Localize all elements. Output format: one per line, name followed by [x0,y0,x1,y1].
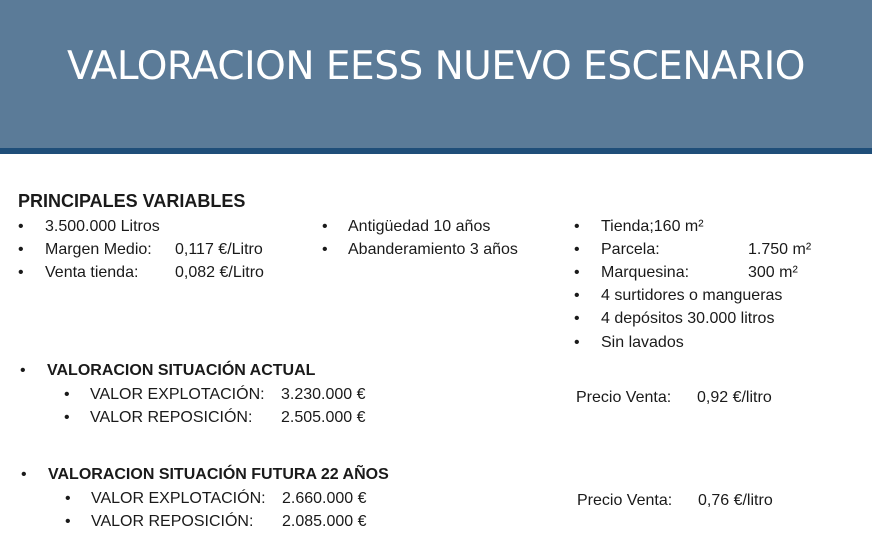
variable-margen-value: 0,117 €/Litro [175,241,263,258]
futura-precio-value: 0,76 €/litro [698,492,773,509]
variable-abanderamiento: Abanderamiento 3 años [348,241,518,258]
bullet-icon: • [322,241,328,258]
bullet-icon: • [574,287,580,304]
bullet-icon: • [574,218,580,235]
banner-underline [0,148,872,154]
variable-depositos: 4 depósitos 30.000 litros [601,310,775,327]
bullet-icon: • [574,264,580,281]
actual-precio-label: Precio Venta: [576,389,672,406]
bullet-icon: • [64,386,70,403]
bullet-icon: • [65,490,71,507]
bullet-icon: • [18,264,24,281]
bullet-icon: • [574,241,580,258]
variable-tienda: Tienda;160 m² [601,218,704,235]
variable-margen-label: Margen Medio: [45,241,152,258]
futura-explotacion-value: 2.660.000 € [282,490,367,507]
futura-reposicion-value: 2.085.000 € [282,513,367,530]
variable-marquesina-value: 300 m² [748,264,798,281]
bullet-icon: • [64,409,70,426]
variable-marquesina-label: Marquesina: [601,264,690,281]
bullet-icon: • [574,310,580,327]
variable-antiguedad: Antigüedad 10 años [348,218,491,235]
actual-reposicion-label: VALOR REPOSICIÓN: [90,409,253,426]
bullet-icon: • [18,218,24,235]
variable-parcela-label: Parcela: [601,241,660,258]
variables-heading: PRINCIPALES VARIABLES [18,191,246,211]
actual-reposicion-value: 2.505.000 € [281,409,366,426]
actual-explotacion-value: 3.230.000 € [281,386,366,403]
variable-surtidores: 4 surtidores o mangueras [601,287,783,304]
futura-explotacion-label: VALOR EXPLOTACIÓN: [91,490,266,507]
bullet-icon: • [574,334,580,351]
futura-precio-label: Precio Venta: [577,492,673,509]
futura-heading: VALORACION SITUACIÓN FUTURA 22 AÑOS [48,466,389,483]
bullet-icon: • [65,513,71,530]
actual-heading: VALORACION SITUACIÓN ACTUAL [47,362,316,379]
variable-parcela-value: 1.750 m² [748,241,812,258]
bullet-icon: • [21,466,27,483]
variable-lavados: Sin lavados [601,334,684,351]
bullet-icon: • [20,362,26,379]
variable-tienda-venta-label: Venta tienda: [45,264,139,281]
actual-precio-value: 0,92 €/litro [697,389,772,406]
futura-reposicion-label: VALOR REPOSICIÓN: [91,513,254,530]
actual-explotacion-label: VALOR EXPLOTACIÓN: [90,386,265,403]
page-title: VALORACION EESS NUEVO ESCENARIO [67,44,805,89]
bullet-icon: • [18,241,24,258]
variable-litros: 3.500.000 Litros [45,218,160,235]
variable-tienda-venta-value: 0,082 €/Litro [175,264,264,281]
bullet-icon: • [322,218,328,235]
